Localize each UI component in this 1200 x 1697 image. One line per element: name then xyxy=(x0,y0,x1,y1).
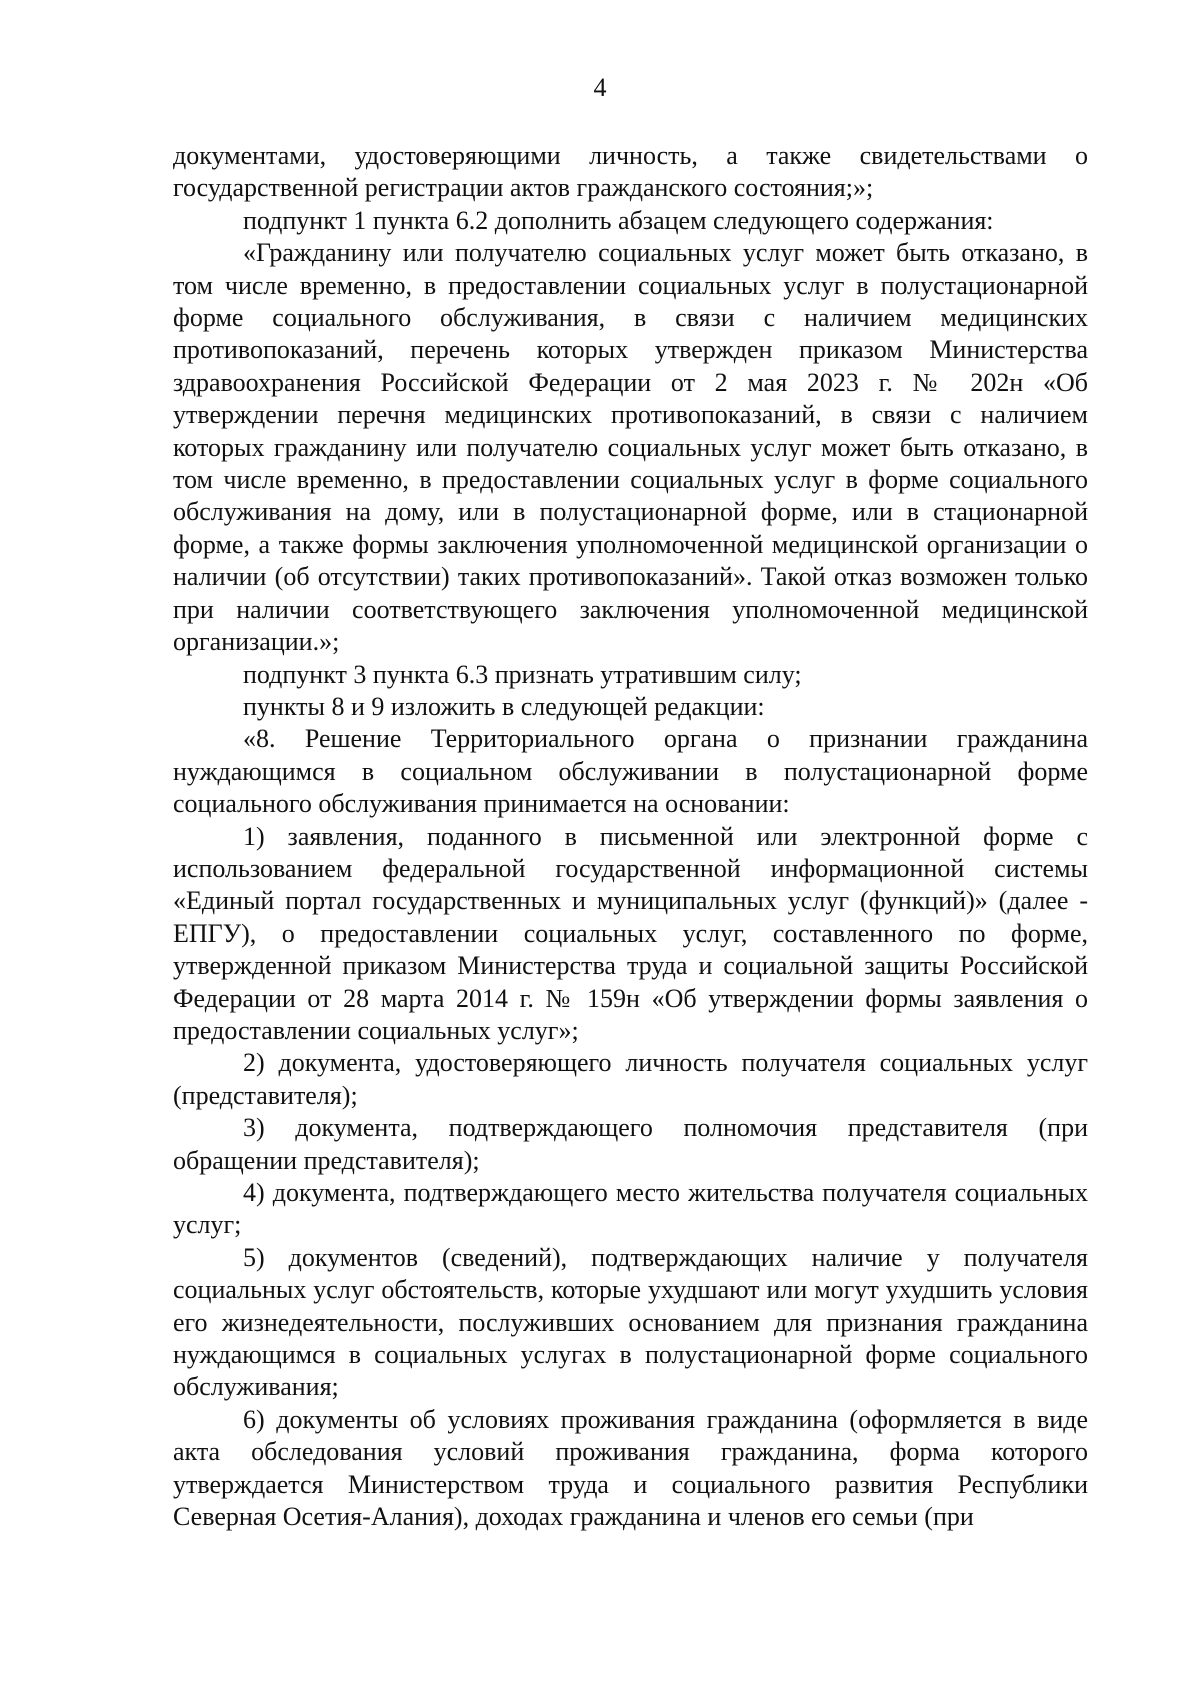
paragraph-points-8-9: пункты 8 и 9 изложить в следующей редакции: xyxy=(243,691,765,721)
page-number: 4 xyxy=(593,73,607,102)
paragraph-repeal-6-3: подпункт 3 пункта 6.3 признать утратившим силу; xyxy=(243,659,802,689)
list-item-2: 2) документа, удостоверяющего личность получателя социальных услуг (представителя); xyxy=(173,1048,1088,1110)
list-item-5: 5) документов (сведений), подтверждающих наличие у получателя социальных услуг обстоятельств, которые ухудшают или могут ухудшить условия его жизнедеятельности, послуживших основанием для признания гражданина нуждающимся в социальных услугах в полустационарной форме социального обслуживания; xyxy=(173,1242,1088,1402)
paragraph-refusal-contraindications: «Гражданину или получателю социальных услуг может быть отказано, в том числе временно, в предоставлении социальных услуг в полустационарной форме социального обслуживания, в связи с наличием медицинских противопоказаний, перечень которых утвержден приказом Министерства здравоохранения Российской Федерации от 2 мая 2023 г. № 202н «Об утверждении перечня медицинских противопоказаний, в связи с наличием которых гражданину или получателю социальных услуг может быть отказано, в том числе временно, в предоставлении социальных услуг в форме социального обслуживания на дому, или в полустационарной форме, или в стационарной форме, а также формы заключения уполномоченной медицинской организации о наличии (об отсутствии) таких противопоказаний». Такой отказ возможен только при наличии соответствующего заключения уполномоченной медицинской организации.»; xyxy=(173,238,1088,657)
list-item-3: 3) документа, подтверждающего полномочия представителя (при обращении представителя); xyxy=(173,1113,1088,1175)
paragraph-amend-6-2: подпункт 1 пункта 6.2 дополнить абзацем следующего содержания: xyxy=(243,205,994,235)
document-body xyxy=(173,140,1088,1533)
paragraph-point-8: «8. Решение Территориального органа о признании гражданина нуждающимся в социальном обслуживании в полустационарной форме социального обслуживания принимается на основании: xyxy=(173,724,1088,819)
list-item-6: 6) документы об условиях проживания гражданина (оформляется в виде акта обследования условий проживания гражданина, форма которого утверждается Министерством труда и социального развития Республики Северная Осетия-Алания), доходах гражданина и членов его семьи (при xyxy=(173,1404,1088,1532)
list-item-1: 1) заявления, поданного в письменной или электронной форме с использованием федеральной государственной информационной системы «Единый портал государственных и муниципальных услуг (функций)» (далее - ЕПГУ), о предоставлении социальных услуг, составленного по форме, утвержденной приказом Министерства труда и социальной защиты Российской Федерации от 28 марта 2014 г. № 159н «Об утверждении формы заявления о предоставлении социальных услуг»; xyxy=(173,821,1088,1045)
list-item-4: 4) документа, подтверждающего место жительства получателя социальных услуг; xyxy=(173,1178,1088,1240)
paragraph-identity-documents: документами, удостоверяющими личность, а также свидетельствами о государственной регистрации актов гражданского состояния;»; xyxy=(173,141,1088,203)
